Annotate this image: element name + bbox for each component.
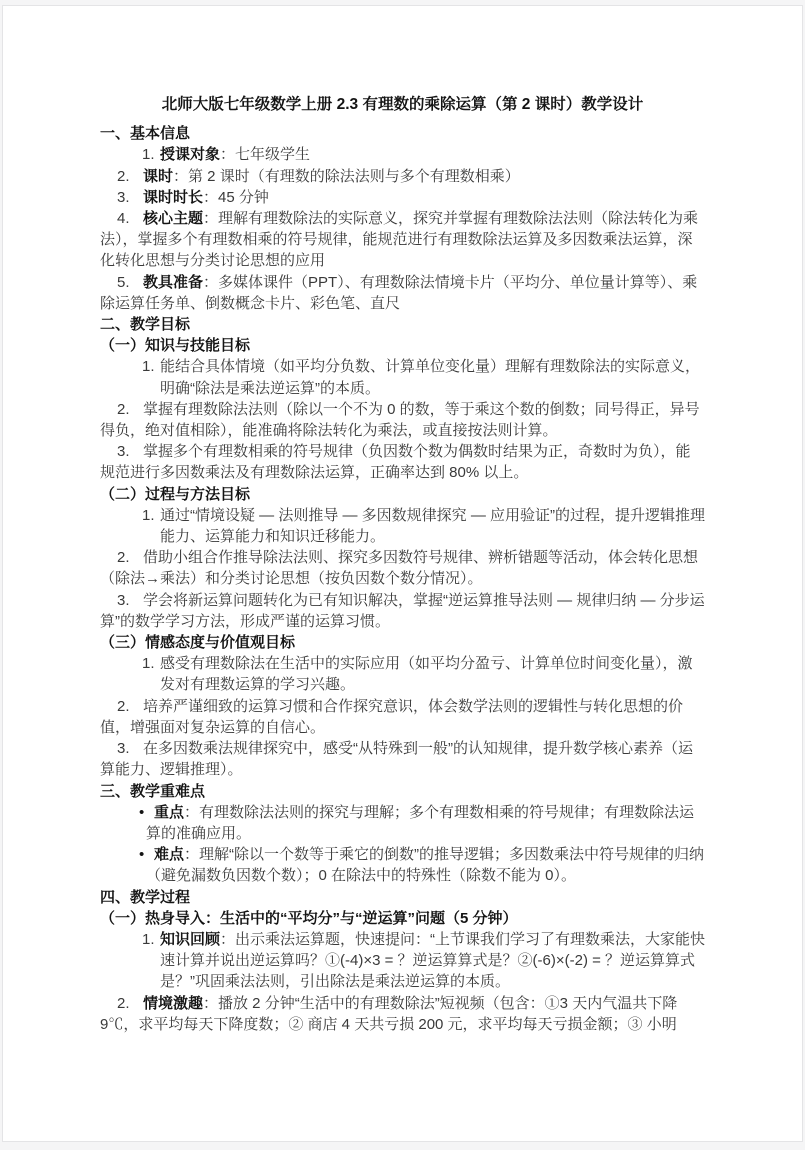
item-number: 1. xyxy=(142,146,155,164)
item-number: 2. xyxy=(117,994,130,1012)
numbered-item xyxy=(100,653,705,695)
document-title: 北师大版七年级数学上册 2.3 有理数的乘除运算（第 2 课时）教学设计 xyxy=(161,96,644,113)
item-text: 掌握有理数除法法则（除以一个不为 0 的数，等于乘这个数的倒数；同号得正，异号得负，绝对值相除），能准确将除法转化为乘法，或直接按法则计算。 xyxy=(100,400,700,440)
numbered-item xyxy=(100,208,705,272)
item-text: 借助小组合作推导除法法则、探究多因数符号规律、辨析错题等活动，体会转化思想（除法→乘法）和分类讨论思想（按负因数个数分情况）。 xyxy=(100,549,699,588)
numbered-item xyxy=(100,144,705,165)
item-number: 2. xyxy=(117,400,130,418)
item-text: ：七年级学生 xyxy=(220,146,311,164)
item-number: 2. xyxy=(117,167,130,185)
item-text: 掌握多个有理数相乘的符号规律（负因数个数为偶数时结果为正，奇数时为负），能规范进行多因数乘法及有理数除法运算，正确率达到 80% 以上。 xyxy=(100,443,691,482)
item-text: ：第 2 课时（有理数的除法法则与多个有理数相乘） xyxy=(173,167,520,185)
item-text: ：理解“除以一个数等于乘它的倒数”的推导逻辑；多因数乘法中符号规律的归纳（避免漏数负因数个数）；0 在除法中的特殊性（除数不能为 0）。 xyxy=(146,846,705,885)
item-text: 通过“情境设疑 — 法则推导 — 多因数规律探究 — 应用验证”的过程，提升逻辑推理能力、运算能力和知识迁移能力。 xyxy=(160,506,705,546)
numbered-item xyxy=(100,696,705,738)
numbered-item xyxy=(100,441,705,483)
numbered-item xyxy=(100,399,705,441)
item-number: 2. xyxy=(117,549,130,567)
item-text: ：理解有理数除法的实际意义，探究并掌握有理数除法法则（除法转化为乘法），掌握多个有理数相乘的符号规律，能规范进行有理数除法运算及多因数乘法运算，深化转化思想与分类讨论思想的应用 xyxy=(100,210,699,270)
item-number: 5. xyxy=(117,273,130,291)
numbered-item xyxy=(100,590,705,632)
item-number: 1. xyxy=(142,358,155,376)
subsection-heading-emotion: （三）情感态度与价值观目标 xyxy=(100,634,296,652)
item-text: ：45 分钟 xyxy=(203,188,269,206)
bullet-icon: • xyxy=(139,846,145,864)
item-text: ：播放 2 分钟“生活中的有理数除法”短视频（包含：①3 天内气温共下降9℃，求平均每天下降度数；② 商店 4 天共亏损 200 元，求平均每天亏损金额；③ 小明 xyxy=(100,994,678,1033)
numbered-item xyxy=(100,929,705,993)
bullet-item xyxy=(100,802,705,844)
bullet-icon: • xyxy=(139,803,145,821)
section-heading-basic-info: 一、基本信息 xyxy=(100,125,191,143)
item-number: 2. xyxy=(117,697,130,715)
item-text: 学会将新运算问题转化为已有知识解决，掌握“逆运算推导法则 — 规律归纳 — 分步运算”的数学学习方法，形成严谨的运算习惯。 xyxy=(100,591,705,630)
section-heading-teaching-process: 四、教学过程 xyxy=(100,888,191,906)
numbered-item xyxy=(100,547,705,589)
item-label: 课时 xyxy=(143,167,174,185)
document-page xyxy=(2,5,803,1142)
item-label: 难点 xyxy=(154,846,185,864)
item-label: 情境激趣 xyxy=(143,994,204,1012)
bullet-item xyxy=(100,844,705,886)
item-text: ：出示乘法运算题，快速提问：“上节课我们学习了有理数乘法，大家能快速计算并说出逆运算吗？①(-4)×3 = ？逆运算算式是？②(-6)×(-2) = ？逆运算算式是？”巩固乘法法则，引出除法是乘法逆运算的本质。 xyxy=(160,930,706,991)
item-label: 授课对象 xyxy=(160,146,221,164)
item-text: 在多因数乘法规律探究中，感受“从特殊到一般”的认知规律，提升数学核心素养（运算能力、逻辑推理）。 xyxy=(100,740,693,779)
numbered-item xyxy=(100,272,705,314)
item-number: 1. xyxy=(142,655,155,673)
item-label: 知识回顾 xyxy=(160,930,221,948)
item-text: 培养严谨细致的运算习惯和合作探究意识，体会数学法则的逻辑性与转化思想的价值，增强面对复杂运算的自信心。 xyxy=(100,697,684,736)
item-number: 3. xyxy=(117,591,130,609)
item-number: 3. xyxy=(117,443,130,461)
item-label: 教具准备 xyxy=(143,273,204,291)
item-number: 1. xyxy=(142,506,155,524)
section-heading-key-points: 三、教学重难点 xyxy=(100,782,206,800)
numbered-item xyxy=(100,505,705,547)
numbered-item xyxy=(100,166,705,187)
item-number: 3. xyxy=(117,740,130,758)
subsection-heading-knowledge: （一）知识与技能目标 xyxy=(100,337,251,355)
numbered-item xyxy=(100,187,705,208)
item-label: 课时时长 xyxy=(143,188,204,206)
numbered-item xyxy=(100,993,705,1035)
item-text: ：有理数除法法则的探究与理解；多个有理数相乘的符号规律；有理数除法运算的准确应用。 xyxy=(146,803,695,842)
item-label: 核心主题 xyxy=(143,210,204,228)
item-number: 1. xyxy=(142,930,155,948)
item-text: 感受有理数除法在生活中的实际应用（如平均分盈亏、计算单位时间变化量），激发对有理数运算的学习兴趣。 xyxy=(160,655,693,694)
section-heading-objectives: 二、教学目标 xyxy=(100,316,191,334)
numbered-item xyxy=(100,356,705,398)
item-label: 重点 xyxy=(154,803,185,821)
item-number: 4. xyxy=(117,210,130,228)
item-text: 能结合具体情境（如平均分负数、计算单位变化量）理解有理数除法的实际意义，明确“除法是乘法逆运算”的本质。 xyxy=(160,358,701,397)
subsection-heading-warmup: （一）热身导入：生活中的“平均分”与“逆运算”问题（5 分钟） xyxy=(100,909,518,927)
numbered-item xyxy=(100,738,705,780)
subsection-heading-process: （二）过程与方法目标 xyxy=(100,485,251,503)
item-text: ：多媒体课件（PPT）、有理数除法情境卡片（平均分、单位量计算等）、乘除运算任务单、倒数概念卡片、彩色笔、直尺 xyxy=(100,273,698,312)
item-number: 3. xyxy=(117,188,130,206)
